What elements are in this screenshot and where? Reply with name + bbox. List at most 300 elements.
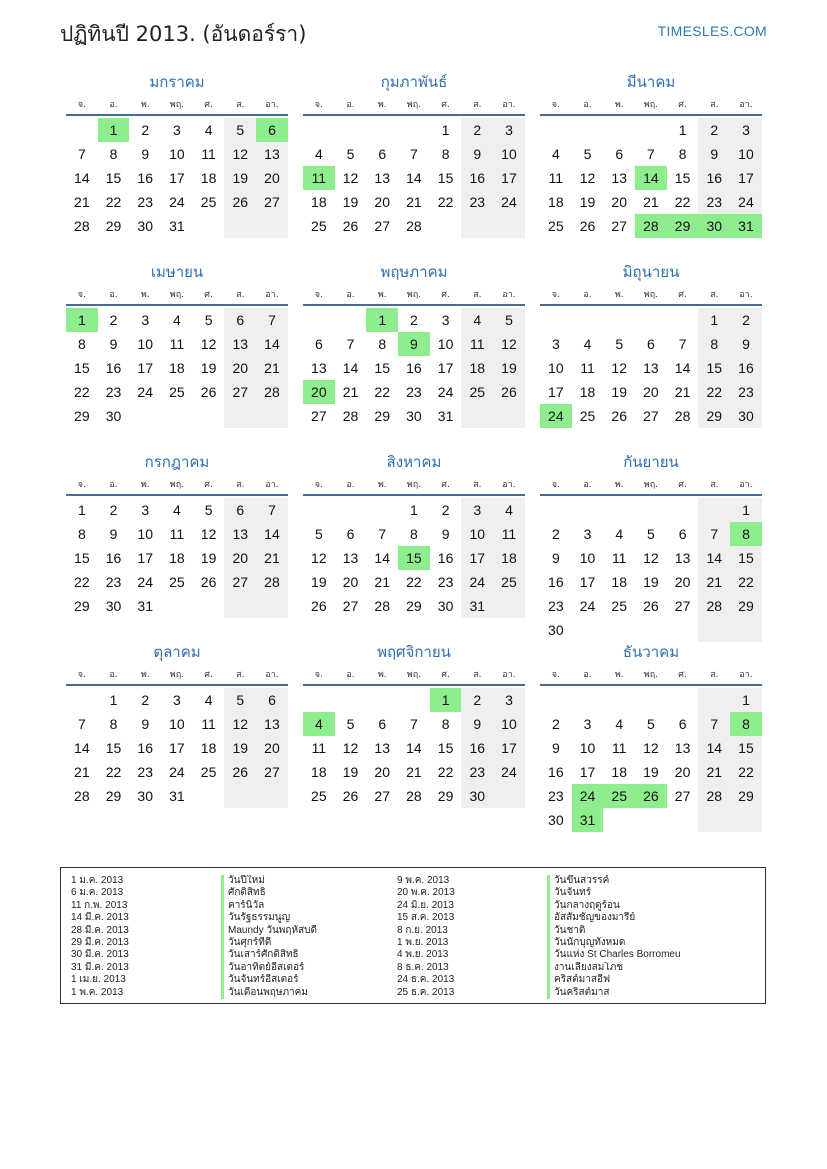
day-grid — [66, 308, 288, 428]
empty-cell — [161, 594, 193, 618]
holiday-date: 1 เม.ย. 2013 — [71, 974, 126, 986]
empty-cell — [161, 404, 193, 428]
day-cell: 22 — [437, 764, 454, 780]
empty-cell — [540, 688, 572, 712]
weekday-label: พฤ. — [169, 100, 185, 110]
day-cell: 26 — [611, 408, 627, 424]
day-cell: 23 — [461, 760, 493, 784]
day-cell: 12 — [579, 170, 596, 186]
day-cell: 2 — [730, 308, 762, 332]
day-cell: 16 — [461, 736, 493, 760]
day-cell: 28 — [406, 788, 422, 804]
day-cell: 9 — [551, 550, 560, 566]
day-cell: 20 — [611, 194, 627, 210]
holiday-date: 20 พ.ค. 2013 — [397, 887, 455, 899]
day-cell: 11 — [169, 526, 185, 542]
day-cell: 25 — [493, 570, 525, 594]
weekday-header — [303, 284, 525, 306]
day-cell: 14 — [406, 170, 422, 186]
weekday-label: ศ. — [441, 290, 450, 300]
empty-cell — [398, 688, 430, 712]
month-calendar — [303, 260, 525, 440]
day-cell: 6 — [378, 146, 387, 162]
day-cell: 7 — [256, 498, 288, 522]
site-link[interactable]: TIMESLES.COM — [657, 23, 767, 39]
empty-cell — [603, 808, 635, 832]
day-cell: 7 — [698, 522, 730, 546]
empty-cell — [493, 784, 525, 808]
day-cell: 10 — [548, 360, 564, 376]
weekday-label: ส. — [710, 670, 719, 680]
holiday-name: วันกลางฤดูร้อน — [547, 900, 777, 912]
weekday-label: จ. — [551, 670, 560, 680]
day-cell: 15 — [105, 170, 122, 186]
day-cell: 6 — [378, 716, 387, 732]
day-cell: 8 — [678, 146, 687, 162]
day-cell: 10 — [137, 336, 153, 352]
empty-cell — [493, 404, 525, 428]
day-cell: 28 — [342, 408, 359, 424]
day-cell: 20 — [342, 574, 359, 590]
empty-cell — [667, 808, 699, 832]
empty-cell — [698, 498, 730, 522]
weekday-label: พ. — [140, 670, 150, 680]
day-cell: 19 — [643, 764, 659, 780]
day-cell: 18 — [611, 764, 627, 780]
empty-cell — [603, 618, 635, 642]
day-cell: 24 — [493, 190, 525, 214]
weekday-label: พฤ. — [169, 480, 185, 490]
holiday-name: วันนักบุญทั้งหมด — [547, 937, 777, 949]
day-cell: 17 — [579, 574, 596, 590]
day-cell: 18 — [579, 384, 596, 400]
weekday-label: อ. — [346, 670, 355, 680]
day-grid — [303, 688, 525, 808]
empty-cell — [730, 808, 762, 832]
day-cell: 27 — [224, 570, 256, 594]
weekday-header — [540, 664, 762, 686]
day-cell: 9 — [551, 740, 560, 756]
day-cell: 18 — [493, 546, 525, 570]
weekday-label: อ. — [583, 100, 592, 110]
day-cell: 7 — [647, 146, 655, 162]
holiday-date: 28 มี.ค. 2013 — [71, 924, 129, 936]
weekday-label: พฤ. — [406, 480, 422, 490]
day-cell: 25 — [579, 408, 596, 424]
day-cell: 3 — [583, 526, 592, 542]
holiday-day: 29 — [667, 214, 699, 238]
day-cell: 1 — [77, 502, 86, 518]
day-cell: 27 — [374, 218, 390, 234]
month-title: สิงหาคม — [386, 453, 442, 471]
day-cell: 3 — [441, 312, 450, 328]
day-cell: 20 — [374, 764, 390, 780]
holiday-date: 30 มี.ค. 2013 — [71, 949, 129, 961]
weekday-label: จ. — [314, 100, 323, 110]
day-cell: 2 — [109, 312, 118, 328]
day-cell: 22 — [674, 194, 691, 210]
day-cell: 30 — [548, 812, 564, 828]
day-cell: 10 — [169, 716, 185, 732]
day-cell: 25 — [200, 194, 217, 210]
day-cell: 2 — [410, 312, 418, 328]
day-cell: 21 — [406, 764, 422, 780]
weekday-label: พฤ. — [169, 290, 185, 300]
day-cell: 23 — [437, 574, 454, 590]
weekday-label: พฤ. — [643, 100, 659, 110]
day-cell: 25 — [548, 218, 564, 234]
day-cell: 2 — [551, 526, 560, 542]
weekday-label: พ. — [377, 100, 387, 110]
weekday-header — [540, 94, 762, 116]
day-cell: 26 — [311, 598, 327, 614]
day-cell: 12 — [342, 170, 359, 186]
day-cell: 14 — [256, 522, 288, 546]
weekday-label: ส. — [710, 290, 719, 300]
holiday-day: 1 — [430, 688, 462, 712]
day-cell: 7 — [678, 336, 687, 352]
day-cell: 6 — [647, 336, 655, 352]
weekday-label: ส. — [473, 670, 482, 680]
day-cell: 25 — [311, 788, 327, 804]
day-cell: 8 — [109, 146, 118, 162]
empty-cell — [256, 594, 288, 618]
empty-cell — [129, 404, 161, 428]
day-cell: 8 — [378, 336, 387, 352]
day-cell: 12 — [643, 550, 659, 566]
day-grid — [66, 498, 288, 618]
holiday-name: Maundy วันพฤหัสบดี — [221, 925, 397, 937]
day-cell: 23 — [406, 384, 422, 400]
holiday-name: วันจันทร์อีสเตอร์ — [221, 974, 397, 986]
day-cell: 10 — [579, 550, 596, 566]
day-cell: 11 — [611, 550, 627, 566]
weekday-label: พ. — [140, 100, 150, 110]
month-title: กรกฎาคม — [144, 453, 210, 471]
day-cell: 19 — [493, 356, 525, 380]
day-cell: 22 — [698, 380, 730, 404]
month-calendar — [66, 450, 288, 630]
day-cell: 12 — [342, 740, 359, 756]
holiday-name: งานเลี้ยงสมโภช — [547, 962, 777, 974]
day-cell: 16 — [137, 740, 153, 756]
day-cell: 12 — [200, 526, 217, 542]
empty-cell — [635, 498, 667, 522]
empty-cell — [303, 118, 335, 142]
day-cell: 7 — [256, 308, 288, 332]
empty-cell — [193, 784, 225, 808]
day-grid — [303, 118, 525, 238]
day-cell: 11 — [461, 332, 493, 356]
day-cell: 21 — [74, 194, 90, 210]
weekday-label: อา. — [739, 100, 753, 110]
day-cell: 6 — [678, 716, 687, 732]
holiday-name: วันชาติ — [547, 925, 777, 937]
day-cell: 2 — [109, 502, 118, 518]
holiday-date: 11 ก.พ. 2013 — [71, 899, 128, 911]
day-cell: 23 — [137, 194, 153, 210]
day-cell: 9 — [109, 336, 118, 352]
day-cell: 19 — [200, 360, 217, 376]
day-cell: 6 — [346, 526, 355, 542]
day-cell: 20 — [674, 574, 691, 590]
day-cell: 15 — [374, 360, 390, 376]
day-cell: 5 — [314, 526, 323, 542]
day-cell: 20 — [256, 166, 288, 190]
day-cell: 14 — [74, 170, 90, 186]
weekday-label: พฤ. — [169, 670, 185, 680]
day-cell: 21 — [674, 384, 691, 400]
day-cell: 11 — [548, 170, 564, 186]
day-cell: 17 — [548, 384, 564, 400]
day-cell: 11 — [580, 360, 595, 376]
holiday-day: 1 — [66, 308, 98, 332]
empty-cell — [335, 308, 367, 332]
day-cell: 26 — [579, 218, 596, 234]
day-cell: 13 — [342, 550, 359, 566]
day-cell: 8 — [109, 716, 118, 732]
day-cell: 28 — [256, 380, 288, 404]
day-cell: 4 — [551, 146, 560, 162]
day-cell: 2 — [141, 122, 150, 138]
empty-cell — [303, 498, 335, 522]
holiday-date: 1 ม.ค. 2013 — [71, 875, 124, 886]
day-cell: 19 — [200, 550, 217, 566]
day-cell: 14 — [698, 736, 730, 760]
day-cell: 23 — [548, 788, 564, 804]
weekday-label: ส. — [473, 480, 482, 490]
empty-cell — [66, 118, 98, 142]
empty-cell — [224, 214, 256, 238]
day-cell: 10 — [493, 142, 525, 166]
day-cell: 15 — [74, 550, 90, 566]
day-cell: 17 — [461, 546, 493, 570]
weekday-label: ส. — [710, 100, 719, 110]
weekday-label: ศ. — [678, 670, 687, 680]
day-cell: 29 — [698, 404, 730, 428]
day-cell: 29 — [406, 598, 422, 614]
weekday-header — [303, 664, 525, 686]
empty-cell — [603, 498, 635, 522]
weekday-label: ศ. — [678, 480, 687, 490]
day-cell: 1 — [678, 122, 687, 138]
day-cell: 29 — [74, 598, 90, 614]
day-cell: 1 — [698, 308, 730, 332]
holiday-names-col-2 — [547, 875, 777, 1003]
day-cell: 16 — [105, 360, 122, 376]
day-cell: 7 — [77, 716, 86, 732]
day-cell: 24 — [137, 574, 153, 590]
day-cell: 19 — [579, 194, 596, 210]
day-cell: 24 — [437, 384, 454, 400]
weekday-label: อ. — [583, 480, 592, 490]
day-cell: 15 — [674, 170, 691, 186]
empty-cell — [698, 808, 730, 832]
day-cell: 28 — [698, 784, 730, 808]
day-cell: 11 — [201, 716, 216, 732]
day-cell: 5 — [204, 502, 213, 518]
day-cell: 12 — [493, 332, 525, 356]
weekday-label: อา. — [265, 100, 279, 110]
day-cell: 3 — [551, 336, 560, 352]
weekday-header — [66, 94, 288, 116]
month-calendar — [303, 70, 525, 250]
month-calendar — [540, 70, 762, 250]
empty-cell — [430, 214, 462, 238]
day-cell: 3 — [493, 118, 525, 142]
day-cell: 18 — [311, 194, 327, 210]
day-cell: 6 — [224, 498, 256, 522]
day-cell: 17 — [730, 166, 762, 190]
month-calendar — [303, 640, 525, 820]
holiday-date: 31 มี.ค. 2013 — [71, 961, 129, 973]
holiday-day: 1 — [98, 118, 130, 142]
day-cell: 4 — [173, 502, 181, 518]
day-cell: 16 — [548, 574, 564, 590]
day-cell: 15 — [730, 546, 762, 570]
weekday-label: ส. — [473, 100, 482, 110]
day-cell: 24 — [461, 570, 493, 594]
holiday-date: 1 พ.ค. 2013 — [71, 986, 124, 998]
empty-cell — [335, 498, 367, 522]
day-cell: 28 — [674, 408, 691, 424]
day-cell: 5 — [346, 716, 355, 732]
holiday-day: 28 — [635, 214, 667, 238]
weekday-label: ศ. — [441, 480, 450, 490]
weekday-label: อ. — [346, 480, 355, 490]
weekday-label: ศ. — [441, 100, 450, 110]
day-cell: 5 — [493, 308, 525, 332]
day-grid — [540, 498, 762, 642]
day-cell: 13 — [674, 740, 691, 756]
empty-cell — [256, 784, 288, 808]
weekday-label: อา. — [739, 290, 753, 300]
day-cell: 27 — [256, 760, 288, 784]
day-cell: 13 — [256, 142, 288, 166]
weekday-label: ศ. — [441, 670, 450, 680]
month-title: พฤษภาคม — [380, 263, 448, 281]
day-cell: 11 — [493, 522, 525, 546]
day-cell: 22 — [730, 570, 762, 594]
day-cell: 5 — [647, 716, 655, 732]
holiday-date: 24 มิ.ย. 2013 — [397, 899, 454, 911]
empty-cell — [572, 618, 604, 642]
day-cell: 16 — [730, 356, 762, 380]
weekday-label: จ. — [314, 480, 323, 490]
day-cell: 10 — [730, 142, 762, 166]
day-cell: 4 — [204, 122, 213, 138]
empty-cell — [303, 688, 335, 712]
day-cell: 2 — [141, 692, 150, 708]
day-cell: 26 — [200, 384, 217, 400]
day-cell: 14 — [674, 360, 691, 376]
weekday-label: จ. — [314, 290, 323, 300]
month-title: พฤศจิกายน — [377, 643, 451, 661]
weekday-label: ส. — [236, 290, 245, 300]
day-cell: 30 — [730, 404, 762, 428]
empty-cell — [461, 404, 493, 428]
empty-cell — [193, 404, 225, 428]
day-cell: 4 — [615, 526, 624, 542]
weekday-label: อา. — [502, 100, 516, 110]
day-cell: 25 — [169, 574, 185, 590]
day-cell: 13 — [224, 522, 256, 546]
day-cell: 8 — [77, 336, 86, 352]
month-title: มีนาคม — [626, 73, 676, 91]
month-title: เมษายน — [150, 263, 204, 281]
day-cell: 21 — [643, 194, 659, 210]
holiday-name: คาร์นิวัล — [221, 900, 397, 912]
weekday-label: ส. — [710, 480, 719, 490]
weekday-label: จ. — [551, 100, 560, 110]
holiday-day: 20 — [303, 380, 335, 404]
day-cell: 21 — [698, 760, 730, 784]
day-grid — [540, 308, 762, 428]
day-cell: 31 — [437, 408, 454, 424]
holiday-name: วันรัฐธรรมนูญ — [221, 912, 397, 924]
day-cell: 12 — [643, 740, 659, 756]
empty-cell — [366, 498, 398, 522]
day-cell: 29 — [105, 788, 122, 804]
month-title: ตุลาคม — [153, 643, 201, 661]
day-cell: 27 — [674, 598, 691, 614]
day-cell: 11 — [611, 740, 627, 756]
day-cell: 3 — [141, 502, 150, 518]
day-cell: 15 — [730, 736, 762, 760]
empty-cell — [493, 214, 525, 238]
day-cell: 23 — [105, 384, 122, 400]
empty-cell — [635, 308, 667, 332]
day-cell: 3 — [173, 122, 181, 138]
day-cell: 27 — [311, 408, 327, 424]
day-cell: 20 — [643, 384, 659, 400]
weekday-label: อ. — [109, 100, 118, 110]
day-cell: 23 — [137, 764, 153, 780]
holiday-date: 6 ม.ค. 2013 — [71, 887, 124, 899]
day-cell: 9 — [698, 142, 730, 166]
month-calendar — [540, 640, 762, 828]
day-cell: 9 — [461, 142, 493, 166]
day-cell: 2 — [698, 118, 730, 142]
holiday-names-col-1 — [221, 875, 397, 1003]
holiday-name: วันแห่ง St Charles Borromeu — [547, 949, 777, 961]
day-cell: 11 — [311, 740, 327, 756]
day-cell: 30 — [437, 598, 454, 614]
day-cell: 22 — [730, 760, 762, 784]
day-cell: 29 — [105, 218, 122, 234]
day-cell: 17 — [579, 764, 596, 780]
weekday-label: จ. — [551, 480, 560, 490]
weekday-label: อ. — [583, 670, 592, 680]
day-cell: 21 — [74, 764, 90, 780]
empty-cell — [256, 214, 288, 238]
day-grid — [66, 688, 288, 808]
holiday-day: 24 — [572, 784, 604, 808]
holiday-day: 31 — [730, 214, 762, 238]
day-cell: 1 — [730, 498, 762, 522]
day-cell: 19 — [643, 574, 659, 590]
calendar-grid — [66, 70, 762, 828]
day-cell: 6 — [224, 308, 256, 332]
day-cell: 2 — [461, 118, 493, 142]
day-cell: 14 — [698, 546, 730, 570]
day-cell: 17 — [137, 360, 153, 376]
day-cell: 22 — [374, 384, 390, 400]
day-grid — [540, 118, 762, 238]
weekday-label: อา. — [265, 670, 279, 680]
month-calendar — [66, 260, 288, 440]
day-cell: 4 — [314, 146, 323, 162]
